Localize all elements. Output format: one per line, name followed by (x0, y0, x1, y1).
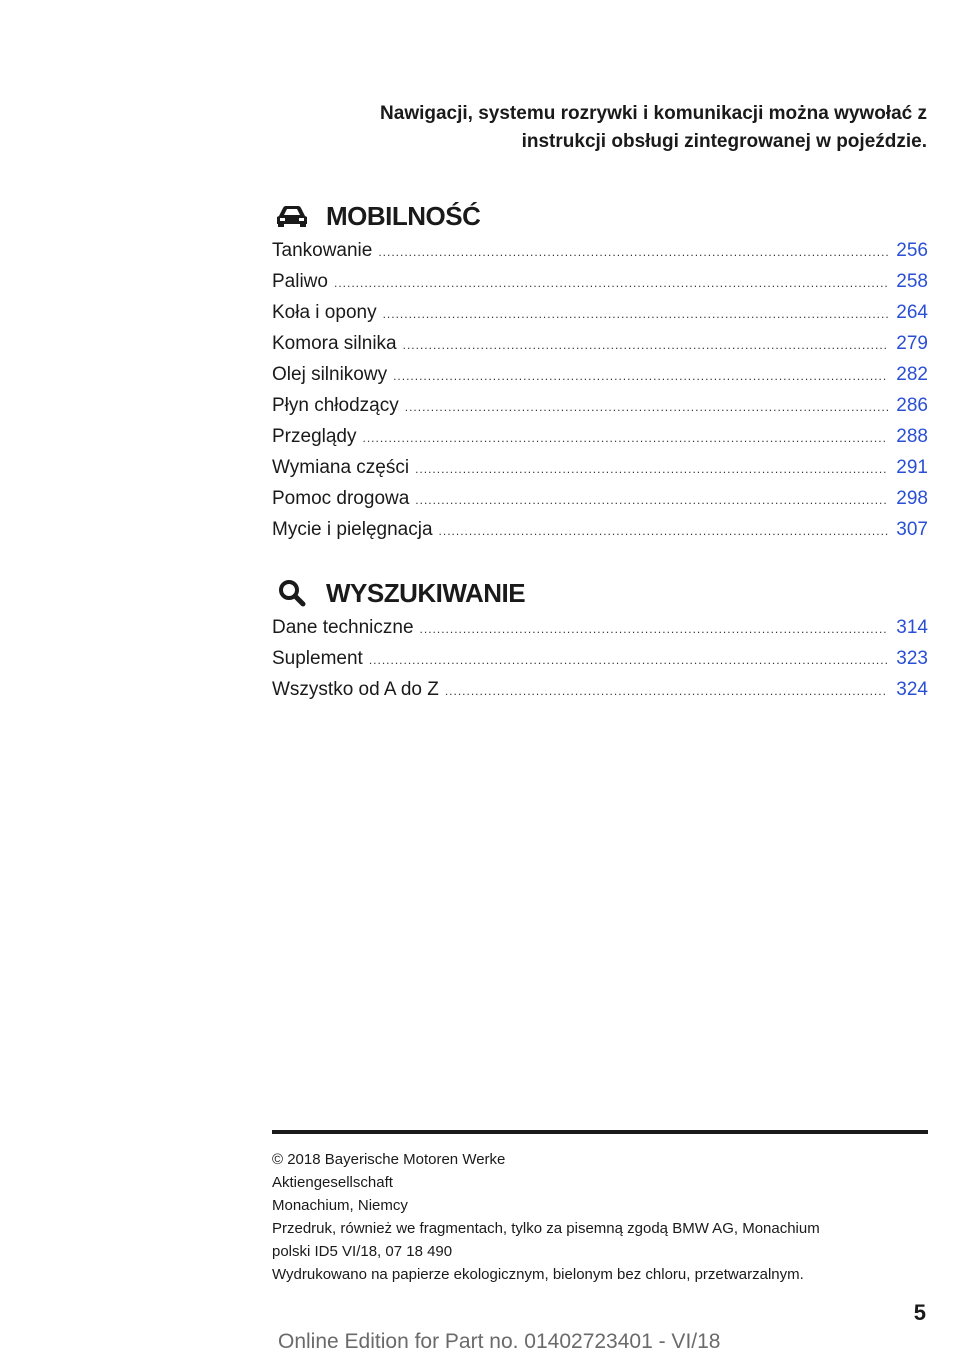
toc-page-link[interactable]: 324 (896, 679, 928, 700)
toc-entry[interactable] (272, 240, 928, 271)
intro-note (287, 100, 927, 156)
toc-page-link[interactable]: 298 (896, 488, 928, 509)
toc-leader (445, 684, 888, 698)
toc-page-link[interactable]: 258 (896, 271, 928, 292)
toc-entry[interactable] (272, 271, 928, 302)
section-header (272, 196, 928, 236)
toc-page-link[interactable]: 307 (896, 519, 928, 540)
toc-entry[interactable] (272, 488, 928, 519)
toc-page-link[interactable]: 314 (896, 617, 928, 638)
imprint-line: polski ID5 VI/18, 07 18 490 (272, 1243, 453, 1260)
toc-leader (383, 307, 889, 321)
toc-leader (405, 400, 889, 414)
magnifier-icon (272, 577, 312, 609)
toc-page-link[interactable]: 279 (896, 333, 928, 354)
intro-line-1: Nawigacji, systemu rozrywki i komunikacji można wywołać z (380, 103, 927, 124)
toc-leader (403, 338, 889, 352)
imprint-line: © 2018 Bayerische Motoren Werke (272, 1151, 506, 1168)
toc-leader (334, 276, 888, 290)
toc-label: Koła i opony (272, 302, 377, 323)
toc-leader (363, 431, 889, 445)
imprint-block (272, 1148, 932, 1286)
toc-page-link[interactable]: 288 (896, 426, 928, 447)
toc-leader (378, 245, 888, 259)
imprint-line: Wydrukowano na papierze ekologicznym, bielonym bez chloru, przetwarzalnym. (272, 1266, 804, 1283)
online-edition-footer: Online Edition for Part no. 01402723401 - VI/18 (278, 1330, 721, 1353)
toc-page-link[interactable]: 323 (896, 648, 928, 669)
toc-list (272, 240, 928, 550)
toc-label: Komora silnika (272, 333, 397, 354)
toc-entry[interactable] (272, 617, 928, 648)
toc-label: Paliwo (272, 271, 328, 292)
toc-label: Wszystko od A do Z (272, 679, 439, 700)
toc-page-link[interactable]: 291 (896, 457, 928, 478)
toc-label: Olej silnikowy (272, 364, 388, 385)
toc-list (272, 617, 928, 710)
toc-leader (439, 524, 889, 538)
toc-entry[interactable] (272, 648, 928, 679)
toc-entry[interactable] (272, 364, 928, 395)
toc-label: Wymiana części (272, 457, 410, 478)
toc-page-link[interactable]: 264 (896, 302, 928, 323)
section-header (272, 573, 928, 613)
toc-entry[interactable] (272, 457, 928, 488)
toc-label: Tankowanie (272, 240, 373, 261)
toc-entry[interactable] (272, 519, 928, 550)
toc-entry[interactable] (272, 302, 928, 333)
toc-label: Płyn chłodzący (272, 395, 399, 416)
toc-leader (420, 622, 889, 636)
toc-leader (369, 653, 888, 667)
section-mobility (272, 196, 928, 550)
toc-page-link[interactable]: 282 (896, 364, 928, 385)
toc-page-link[interactable]: 286 (896, 395, 928, 416)
toc-leader (393, 369, 888, 383)
imprint-line: Przedruk, również we fragmentach, tylko za pisemną zgodą BMW AG, Monachium (272, 1220, 820, 1237)
toc-entry[interactable] (272, 333, 928, 364)
toc-label: Pomoc drogowa (272, 488, 410, 509)
imprint-line: Aktiengesellschaft (272, 1174, 393, 1191)
toc-entry[interactable] (272, 395, 928, 426)
toc-label: Dane techniczne (272, 617, 414, 638)
section-title: MOBILNOŚĆ (326, 200, 481, 231)
toc-label: Przeglądy (272, 426, 357, 447)
toc-entry[interactable] (272, 426, 928, 457)
imprint-line: Monachium, Niemcy (272, 1197, 408, 1214)
toc-leader (415, 493, 888, 507)
toc-leader (415, 462, 888, 476)
section-search (272, 573, 928, 710)
toc-label: Suplement (272, 648, 363, 669)
toc-entry[interactable] (272, 679, 928, 710)
toc-label: Mycie i pielęgnacja (272, 519, 433, 540)
intro-line-2: instrukcji obsługi zintegrowanej w pojeździe. (521, 131, 927, 152)
toc-page-link[interactable]: 256 (896, 240, 928, 261)
page-number: 5 (913, 1300, 926, 1325)
car-icon (272, 200, 312, 232)
imprint-divider (272, 1130, 928, 1134)
section-title: WYSZUKIWANIE (326, 577, 526, 608)
